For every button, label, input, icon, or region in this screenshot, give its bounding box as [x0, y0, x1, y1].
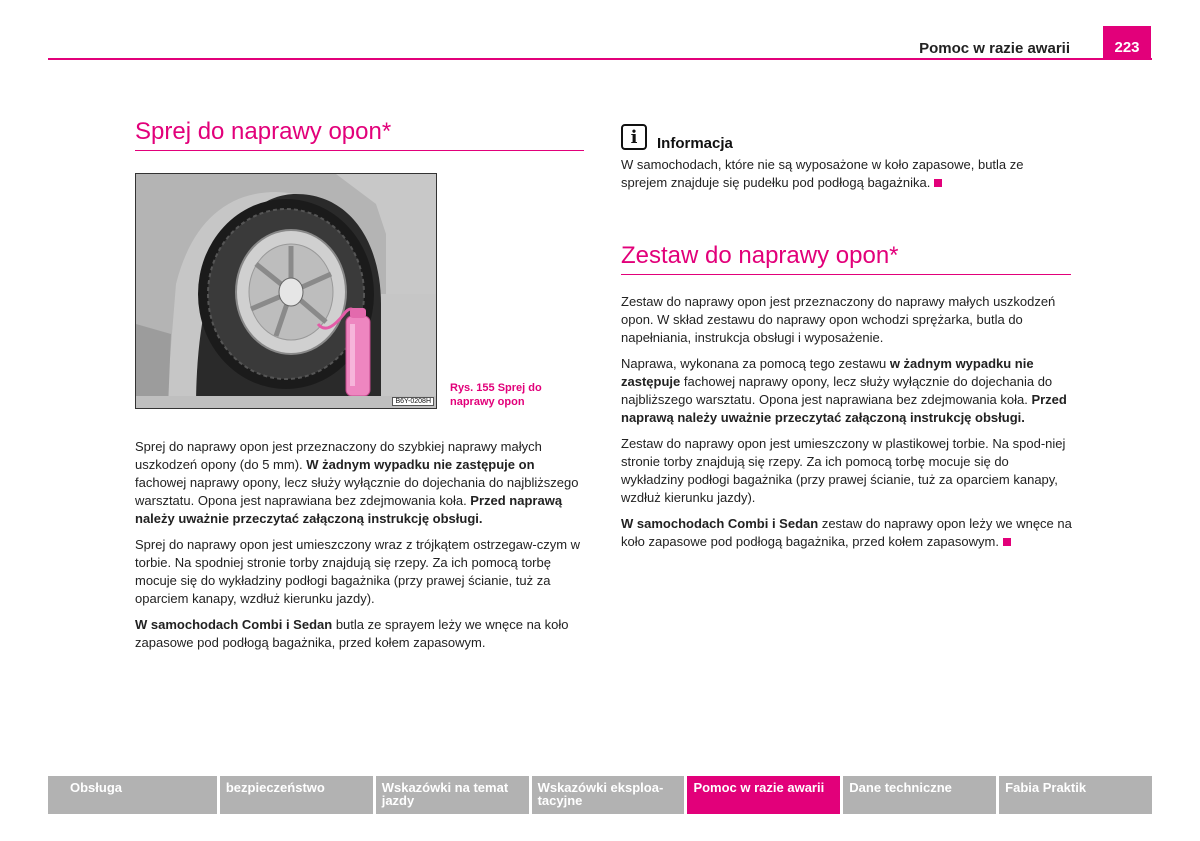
info-text	[621, 156, 1071, 192]
left-body	[135, 438, 584, 660]
right-paragraph-3: Zestaw do naprawy opon jest umieszczony w plastikowej torbie. Na spod-niej stronie torby znajdują się rzepy. Za ich pomocą torbę mocuje się do wykładziny podłogi bagażnika (przy prawej ścianie, tuż za oparciem kanapy, wzdłuż kierunku jazdy).	[621, 436, 1066, 505]
running-header-title: Pomoc w razie awarii	[919, 40, 1070, 57]
text-run: fachowej naprawy opony, lecz służy wyłącznie do dojechania do najbliższego warsztatu. Opona jest naprawiana bez zdejmowania koła.	[621, 374, 1053, 407]
figure-caption	[450, 381, 542, 409]
left-paragraph-2: Sprej do naprawy opon jest umieszczony wraz z trójkątem ostrzegaw-czym w torbie. Na spodniej stronie torby znajdują się rzepy. Za ich pomocą torbę mocuje się do wykładziny podłogi bagażnika (przy prawej ścianie, tuż za oparciem kanapy, wzdłuż kierunku jazdy).	[135, 537, 581, 606]
bold-run: Przed naprawą należy uważnie przeczytać załączoną instrukcję obsługi.	[135, 493, 563, 526]
left-paragraph-3	[135, 616, 584, 652]
nav-tab-wskazowki-eksploatacyjne[interactable]: Wskazówki eksploa-tacyjne	[532, 776, 685, 814]
right-body	[621, 293, 1073, 559]
nav-tab-wskazowki-jazdy[interactable]: Wskazówki na temat jazdy	[376, 776, 529, 814]
bold-run: Przed naprawą należy uważnie przeczytać załączoną instrukcję obsługi.	[621, 392, 1067, 425]
info-title: Informacja	[657, 135, 733, 152]
bold-run: W żadnym wypadku nie zastępuje on	[306, 457, 535, 472]
text-run: Naprawa, wykonana za pomocą tego zestawu	[621, 356, 890, 371]
bold-run: w żadnym wypadku nie zastępuje	[621, 356, 1034, 389]
nav-tab-obsluga[interactable]: Obsługa	[48, 776, 217, 814]
end-mark-icon	[934, 179, 942, 187]
text-run: Sprej do naprawy opon jest przeznaczony do szybkiej naprawy małych uszkodzeń opony (do 5 mm).	[135, 439, 542, 472]
figure-caption-line2: naprawy opon	[450, 396, 525, 408]
text-run: zestaw do naprawy opon leży we wnęce na koło zapasowe pod podłogą bagażnika, przed kołem zapasowym.	[621, 516, 1072, 549]
nav-tab-fabia-praktik[interactable]: Fabia Praktik	[999, 776, 1152, 814]
nav-tab-dane-techniczne[interactable]: Dane techniczne	[843, 776, 996, 814]
tire-spray-illustration	[136, 174, 436, 408]
nav-tab-bezpieczenstwo[interactable]: bezpieczeństwo	[220, 776, 373, 814]
section-title-zestaw: Zestaw do naprawy opon*	[621, 242, 1071, 275]
nav-tab-pomoc-w-razie-awarii[interactable]: Pomoc w razie awarii	[687, 776, 840, 814]
page-number: 223	[1103, 26, 1151, 59]
info-icon: i	[621, 124, 647, 150]
header-rule	[48, 58, 1152, 60]
end-mark-icon	[1003, 538, 1011, 546]
right-paragraph-2	[621, 355, 1073, 427]
bold-run: W samochodach Combi i Sedan	[621, 516, 819, 531]
text-run: butla ze sprayem leży we wnęce na koło zapasowe pod podłogą bagażnika, przed kołem zapasowym.	[135, 617, 569, 650]
right-paragraph-4	[621, 515, 1073, 551]
left-paragraph-1	[135, 438, 584, 528]
figure-tire-spray	[135, 173, 437, 409]
bottom-nav	[48, 776, 1152, 814]
text-run: W samochodach, które nie są wyposażone w koło zapasowe, butla ze sprejem znajduje się pudełku pod podłogą bagażnika.	[621, 157, 1024, 190]
figure-code: B6Y-0208H	[392, 397, 434, 406]
info-box	[621, 156, 1071, 200]
bold-run: W samochodach Combi i Sedan	[135, 617, 333, 632]
figure-caption-line1: Rys. 155 Sprej do	[450, 382, 542, 394]
section-title-sprej: Sprej do naprawy opon*	[135, 118, 584, 151]
right-paragraph-1: Zestaw do naprawy opon jest przeznaczony do naprawy małych uszkodzeń opon. W skład zestawu do naprawy opon wchodzi sprężarka, butla do napełniania, instrukcja obsługi i wyposażenie.	[621, 294, 1056, 345]
text-run: fachowej naprawy opony, lecz służy wyłącznie do dojechania do najbliższego warsztatu. Opona jest naprawiana bez zdejmowania koła.	[135, 475, 579, 508]
